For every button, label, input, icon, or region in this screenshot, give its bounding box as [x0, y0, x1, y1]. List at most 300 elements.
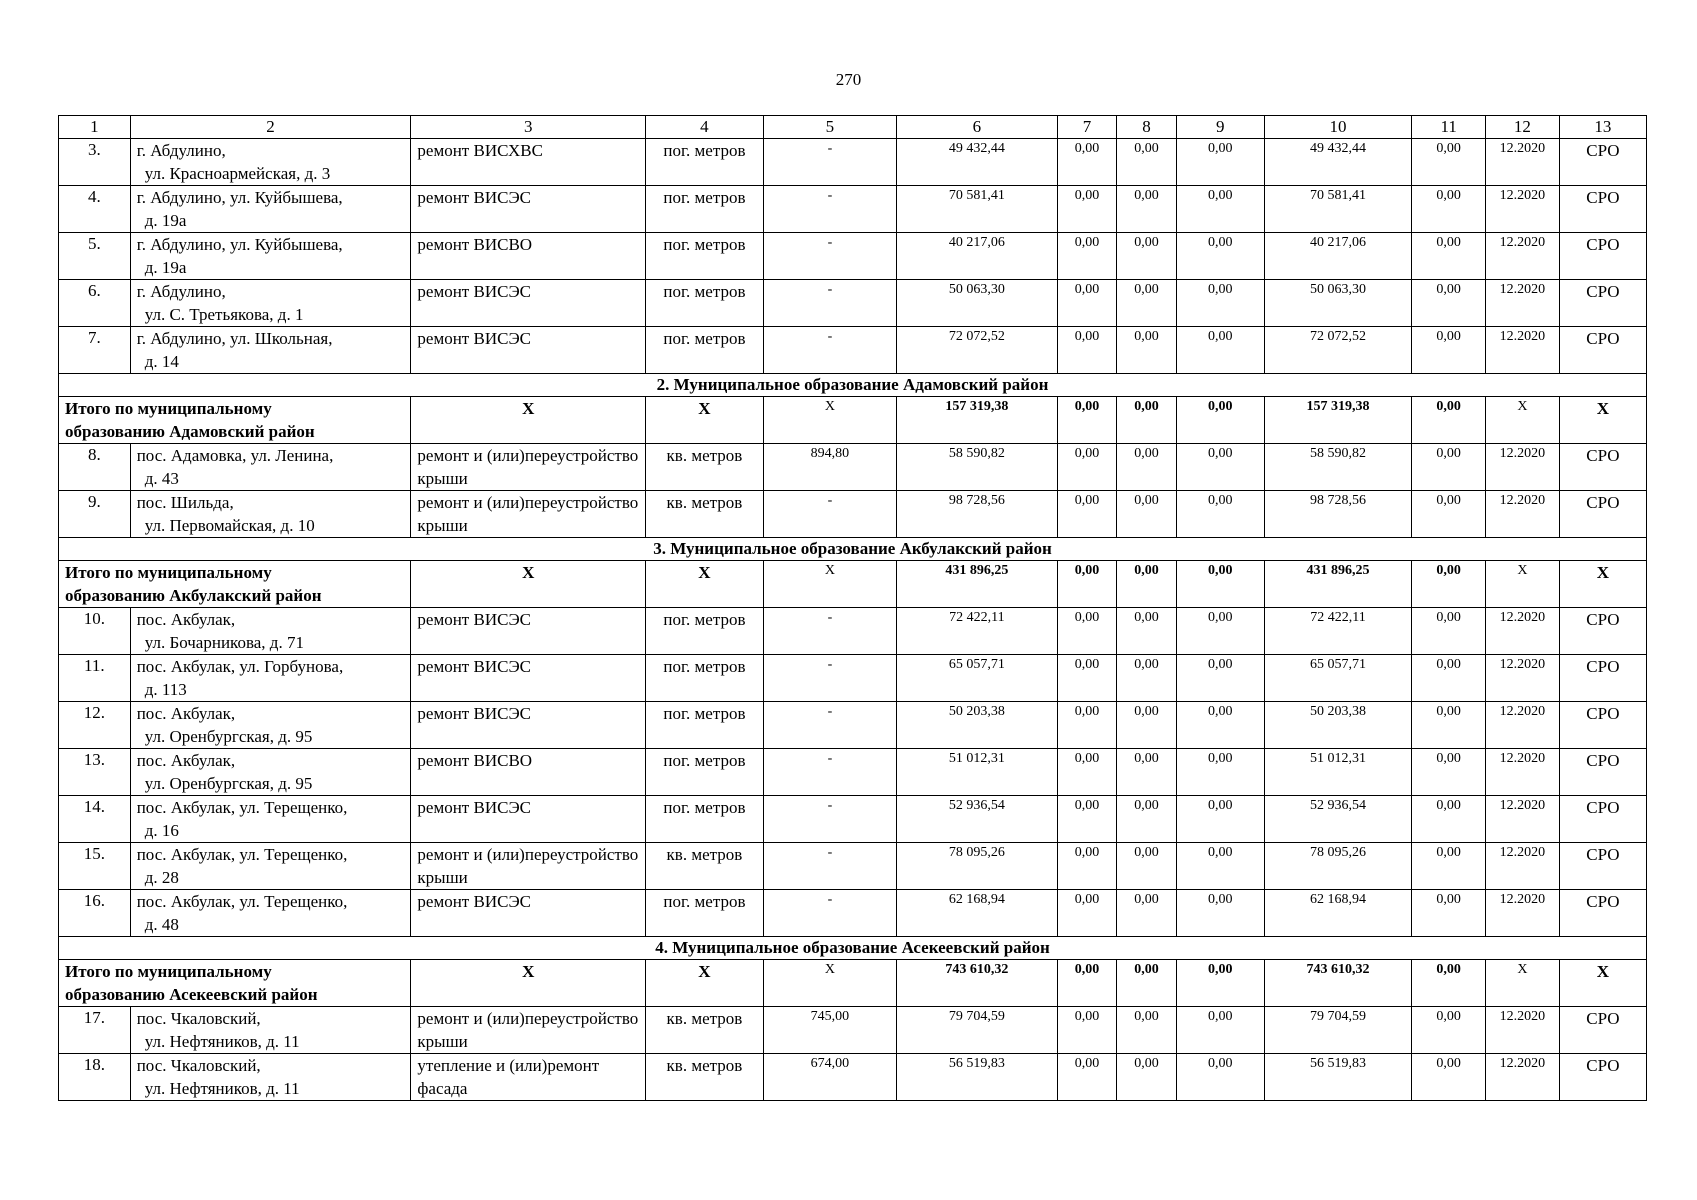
amount-cell: 0,00: [1412, 655, 1486, 702]
deadline-cell: Х: [1486, 960, 1560, 1007]
amount-cell: 157 319,38: [897, 397, 1058, 444]
method-cell: СРО: [1559, 444, 1646, 491]
cell-line: Итого по муниципальному: [65, 962, 272, 981]
cell-line: г. Абдулино,: [136, 282, 226, 301]
cell-line: образованию Асекеевский район: [65, 985, 318, 1004]
cell-line: ремонт фасада: [417, 1056, 600, 1098]
amount-cell: 0,00: [1117, 397, 1176, 444]
section-header-row: [59, 374, 1647, 397]
cell-line: Итого по муниципальному: [65, 563, 272, 582]
address-cell: [130, 1007, 411, 1054]
amount-cell: 0,00: [1412, 1054, 1486, 1101]
amount-cell: 0,00: [1412, 843, 1486, 890]
amount-cell: 0,00: [1412, 960, 1486, 1007]
amount-cell: 56 519,83: [1264, 1054, 1412, 1101]
amount-cell: 49 432,44: [1264, 139, 1412, 186]
row-number: 9.: [59, 491, 131, 538]
amount-cell: 0,00: [1117, 327, 1176, 374]
section-title: 4. Муниципальное образование Асекеевский район: [59, 937, 1647, 960]
amount-cell: 0,00: [1057, 608, 1116, 655]
amount-cell: 0,00: [1057, 444, 1116, 491]
cell-line: г. Абдулино,: [136, 141, 226, 160]
amount-cell: 431 896,25: [1264, 561, 1412, 608]
repair-register-table: [58, 115, 1647, 1101]
unit-cell: кв. метров: [646, 491, 764, 538]
row-number: 11.: [59, 655, 131, 702]
unit-cell: пог. метров: [646, 655, 764, 702]
row-number: 7.: [59, 327, 131, 374]
amount-cell: 78 095,26: [1264, 843, 1412, 890]
unit-cell: кв. метров: [646, 1054, 764, 1101]
cell-line: пос. Адамовка, ул. Ленина,: [136, 446, 334, 465]
amount-cell: 65 057,71: [1264, 655, 1412, 702]
table-row: [59, 444, 1647, 491]
row-number: 12.: [59, 702, 131, 749]
cell-line: г. Абдулино, ул. Куйбышева,: [136, 188, 343, 207]
method-cell: СРО: [1559, 327, 1646, 374]
table-row: [59, 655, 1647, 702]
cell-line: ремонт ВИСЭС: [417, 657, 532, 676]
amount-cell: 0,00: [1176, 280, 1264, 327]
column-number: 10: [1264, 116, 1412, 139]
deadline-cell: 12.2020: [1486, 233, 1560, 280]
amount-cell: 72 072,52: [1264, 327, 1412, 374]
address-cell: [130, 444, 411, 491]
amount-cell: 51 012,31: [897, 749, 1058, 796]
amount-cell: 50 063,30: [897, 280, 1058, 327]
amount-cell: 0,00: [1412, 491, 1486, 538]
cell-line: ремонт ВИСЭС: [417, 329, 532, 348]
table-row: [59, 139, 1647, 186]
amount-cell: 0,00: [1412, 796, 1486, 843]
amount-cell: 56 519,83: [897, 1054, 1058, 1101]
cell-line: ремонт ВИСЭС: [417, 282, 532, 301]
amount-cell: 0,00: [1057, 491, 1116, 538]
work-type-cell: [411, 491, 646, 538]
deadline-cell: 12.2020: [1486, 796, 1560, 843]
address-cell: [130, 491, 411, 538]
amount-cell: 52 936,54: [897, 796, 1058, 843]
amount-cell: 0,00: [1412, 444, 1486, 491]
amount-cell: 70 581,41: [1264, 186, 1412, 233]
deadline-cell: 12.2020: [1486, 1054, 1560, 1101]
amount-cell: 0,00: [1057, 327, 1116, 374]
method-cell: СРО: [1559, 1054, 1646, 1101]
work-type-cell: Х: [411, 960, 646, 1007]
cell-line: ремонт ВИСЭС: [417, 798, 532, 817]
deadline-cell: 12.2020: [1486, 280, 1560, 327]
row-number: 6.: [59, 280, 131, 327]
address-cell: [130, 843, 411, 890]
address-cell: [130, 796, 411, 843]
method-cell: Х: [1559, 561, 1646, 608]
row-number: 10.: [59, 608, 131, 655]
cell-line: ремонт и (или): [417, 845, 525, 864]
cell-line: ул. Красноармейская, д. 3: [144, 164, 331, 183]
table-row: [59, 1007, 1647, 1054]
method-cell: СРО: [1559, 1007, 1646, 1054]
amount-cell: 0,00: [1412, 233, 1486, 280]
amount-cell: 0,00: [1176, 702, 1264, 749]
amount-cell: 0,00: [1412, 561, 1486, 608]
cell-line: пос. Акбулак, ул. Терещенко,: [136, 845, 348, 864]
method-cell: СРО: [1559, 702, 1646, 749]
unit-cell: пог. метров: [646, 280, 764, 327]
work-type-cell: [411, 796, 646, 843]
amount-cell: 40 217,06: [1264, 233, 1412, 280]
deadline-cell: 12.2020: [1486, 444, 1560, 491]
amount-cell: 0,00: [1057, 186, 1116, 233]
work-type-cell: Х: [411, 561, 646, 608]
amount-cell: 98 728,56: [1264, 491, 1412, 538]
cell-line: пос. Акбулак,: [136, 704, 236, 723]
method-cell: СРО: [1559, 890, 1646, 937]
cell-line: пос. Акбулак,: [136, 610, 236, 629]
work-type-cell: [411, 233, 646, 280]
address-cell: [130, 608, 411, 655]
quantity-cell: Х: [763, 397, 896, 444]
amount-cell: 0,00: [1117, 491, 1176, 538]
method-cell: Х: [1559, 960, 1646, 1007]
amount-cell: 0,00: [1412, 397, 1486, 444]
unit-cell: пог. метров: [646, 890, 764, 937]
amount-cell: 0,00: [1057, 655, 1116, 702]
amount-cell: 0,00: [1057, 1007, 1116, 1054]
amount-cell: 157 319,38: [1264, 397, 1412, 444]
cell-line: пос. Чкаловский,: [136, 1056, 261, 1075]
address-cell: [130, 1054, 411, 1101]
deadline-cell: Х: [1486, 561, 1560, 608]
cell-line: д. 19а: [144, 258, 187, 277]
quantity-cell: -: [763, 890, 896, 937]
amount-cell: 743 610,32: [897, 960, 1058, 1007]
table-row: [59, 233, 1647, 280]
row-number: 8.: [59, 444, 131, 491]
address-cell: [130, 655, 411, 702]
method-cell: Х: [1559, 397, 1646, 444]
table-row: [59, 280, 1647, 327]
cell-line: утепление и (или): [417, 1056, 548, 1075]
cell-line: переустройство крыши: [417, 446, 639, 488]
cell-line: ул. Оренбургская, д. 95: [144, 727, 313, 746]
work-type-cell: [411, 749, 646, 796]
work-type-cell: [411, 280, 646, 327]
amount-cell: 0,00: [1117, 1054, 1176, 1101]
amount-cell: 0,00: [1057, 843, 1116, 890]
work-type-cell: [411, 890, 646, 937]
amount-cell: 0,00: [1117, 796, 1176, 843]
work-type-cell: [411, 608, 646, 655]
table-row: [59, 796, 1647, 843]
column-number: 5: [763, 116, 896, 139]
cell-line: ул. Бочарникова, д. 71: [144, 633, 304, 652]
amount-cell: 78 095,26: [897, 843, 1058, 890]
amount-cell: 65 057,71: [897, 655, 1058, 702]
amount-cell: 0,00: [1176, 608, 1264, 655]
amount-cell: 0,00: [1117, 139, 1176, 186]
quantity-cell: -: [763, 796, 896, 843]
method-cell: СРО: [1559, 280, 1646, 327]
quantity-cell: -: [763, 233, 896, 280]
amount-cell: 0,00: [1117, 1007, 1176, 1054]
row-number: 17.: [59, 1007, 131, 1054]
amount-cell: 72 072,52: [897, 327, 1058, 374]
cell-line: ремонт ВИСХВС: [417, 141, 543, 160]
amount-cell: 0,00: [1176, 397, 1264, 444]
amount-cell: 0,00: [1057, 796, 1116, 843]
cell-line: д. 113: [144, 680, 187, 699]
amount-cell: 0,00: [1176, 655, 1264, 702]
cell-line: ремонт ВИСЭС: [417, 704, 532, 723]
cell-line: ремонт ВИСЭС: [417, 188, 532, 207]
unit-cell: Х: [646, 397, 764, 444]
quantity-cell: -: [763, 702, 896, 749]
cell-line: ул. Нефтяников, д. 11: [144, 1032, 300, 1051]
amount-cell: 0,00: [1176, 186, 1264, 233]
amount-cell: 743 610,32: [1264, 960, 1412, 1007]
cell-line: ремонт и (или): [417, 493, 525, 512]
unit-cell: пог. метров: [646, 327, 764, 374]
column-number: 6: [897, 116, 1058, 139]
method-cell: СРО: [1559, 843, 1646, 890]
amount-cell: 431 896,25: [897, 561, 1058, 608]
quantity-cell: 674,00: [763, 1054, 896, 1101]
column-number: 1: [59, 116, 131, 139]
work-type-cell: [411, 1007, 646, 1054]
amount-cell: 0,00: [1057, 139, 1116, 186]
amount-cell: 0,00: [1412, 186, 1486, 233]
deadline-cell: 12.2020: [1486, 702, 1560, 749]
method-cell: СРО: [1559, 655, 1646, 702]
amount-cell: 0,00: [1412, 1007, 1486, 1054]
deadline-cell: 12.2020: [1486, 655, 1560, 702]
table-row: [59, 843, 1647, 890]
amount-cell: 0,00: [1057, 749, 1116, 796]
amount-cell: 62 168,94: [1264, 890, 1412, 937]
cell-line: г. Абдулино, ул. Школьная,: [136, 329, 333, 348]
column-number: 9: [1176, 116, 1264, 139]
cell-line: г. Абдулино, ул. Куйбышева,: [136, 235, 343, 254]
method-cell: СРО: [1559, 608, 1646, 655]
column-number: 4: [646, 116, 764, 139]
unit-cell: Х: [646, 561, 764, 608]
cell-line: пос. Акбулак,: [136, 751, 236, 770]
address-cell: [130, 749, 411, 796]
cell-line: ремонт ВИСВО: [417, 235, 533, 254]
amount-cell: 0,00: [1412, 608, 1486, 655]
subtotal-label: [59, 561, 411, 608]
deadline-cell: 12.2020: [1486, 186, 1560, 233]
cell-line: переустройство крыши: [417, 1009, 639, 1051]
amount-cell: 0,00: [1176, 749, 1264, 796]
work-type-cell: [411, 1054, 646, 1101]
cell-line: д. 48: [144, 915, 179, 934]
unit-cell: пог. метров: [646, 233, 764, 280]
deadline-cell: 12.2020: [1486, 327, 1560, 374]
row-number: 14.: [59, 796, 131, 843]
amount-cell: 50 203,38: [897, 702, 1058, 749]
amount-cell: 0,00: [1412, 702, 1486, 749]
unit-cell: кв. метров: [646, 1007, 764, 1054]
subtotal-row: [59, 397, 1647, 444]
quantity-cell: -: [763, 655, 896, 702]
deadline-cell: 12.2020: [1486, 1007, 1560, 1054]
work-type-cell: [411, 444, 646, 491]
amount-cell: 0,00: [1176, 233, 1264, 280]
work-type-cell: [411, 139, 646, 186]
cell-line: образованию Адамовский район: [65, 422, 315, 441]
section-header-row: [59, 937, 1647, 960]
amount-cell: 70 581,41: [897, 186, 1058, 233]
amount-cell: 50 063,30: [1264, 280, 1412, 327]
amount-cell: 0,00: [1412, 890, 1486, 937]
unit-cell: кв. метров: [646, 843, 764, 890]
method-cell: СРО: [1559, 491, 1646, 538]
row-number: 13.: [59, 749, 131, 796]
address-cell: [130, 702, 411, 749]
table-row: [59, 702, 1647, 749]
cell-line: ремонт и (или): [417, 446, 525, 465]
deadline-cell: 12.2020: [1486, 749, 1560, 796]
amount-cell: 51 012,31: [1264, 749, 1412, 796]
amount-cell: 0,00: [1057, 960, 1116, 1007]
table-row: [59, 327, 1647, 374]
unit-cell: пог. метров: [646, 796, 764, 843]
section-title: 2. Муниципальное образование Адамовский район: [59, 374, 1647, 397]
amount-cell: 0,00: [1117, 890, 1176, 937]
amount-cell: 0,00: [1412, 139, 1486, 186]
amount-cell: 0,00: [1117, 608, 1176, 655]
amount-cell: 0,00: [1117, 233, 1176, 280]
cell-line: ул. Нефтяников, д. 11: [144, 1079, 300, 1098]
page-number: 270: [835, 70, 862, 89]
amount-cell: 0,00: [1057, 561, 1116, 608]
amount-cell: 0,00: [1117, 561, 1176, 608]
amount-cell: 0,00: [1176, 491, 1264, 538]
cell-line: ремонт ВИСВО: [417, 751, 533, 770]
address-cell: [130, 139, 411, 186]
cell-line: пос. Акбулак, ул. Горбунова,: [136, 657, 344, 676]
amount-cell: 0,00: [1057, 280, 1116, 327]
amount-cell: 0,00: [1412, 327, 1486, 374]
subtotal-label: [59, 397, 411, 444]
amount-cell: 0,00: [1057, 1054, 1116, 1101]
quantity-cell: -: [763, 608, 896, 655]
amount-cell: 58 590,82: [1264, 444, 1412, 491]
row-number: 5.: [59, 233, 131, 280]
column-number: 8: [1117, 116, 1176, 139]
amount-cell: 0,00: [1117, 960, 1176, 1007]
cell-line: д. 19а: [144, 211, 187, 230]
method-cell: СРО: [1559, 139, 1646, 186]
quantity-cell: 894,80: [763, 444, 896, 491]
cell-line: д. 28: [144, 868, 179, 887]
table-body: [59, 116, 1647, 1101]
method-cell: СРО: [1559, 186, 1646, 233]
cell-line: пос. Акбулак, ул. Терещенко,: [136, 798, 348, 817]
method-cell: СРО: [1559, 796, 1646, 843]
work-type-cell: Х: [411, 397, 646, 444]
quantity-cell: 745,00: [763, 1007, 896, 1054]
row-number: 15.: [59, 843, 131, 890]
amount-cell: 79 704,59: [1264, 1007, 1412, 1054]
amount-cell: 0,00: [1176, 327, 1264, 374]
amount-cell: 62 168,94: [897, 890, 1058, 937]
table-row: [59, 491, 1647, 538]
cell-line: ул. С. Третьякова, д. 1: [144, 305, 304, 324]
subtotal-row: [59, 960, 1647, 1007]
cell-line: ремонт и (или): [417, 1009, 525, 1028]
amount-cell: 0,00: [1412, 749, 1486, 796]
column-number: 12: [1486, 116, 1560, 139]
cell-line: Итого по муниципальному: [65, 399, 272, 418]
amount-cell: 72 422,11: [1264, 608, 1412, 655]
amount-cell: 0,00: [1176, 796, 1264, 843]
section-title: 3. Муниципальное образование Акбулакский район: [59, 538, 1647, 561]
column-number: 7: [1057, 116, 1116, 139]
address-cell: [130, 890, 411, 937]
unit-cell: пог. метров: [646, 749, 764, 796]
cell-line: образованию Акбулакский район: [65, 586, 322, 605]
deadline-cell: 12.2020: [1486, 491, 1560, 538]
amount-cell: 50 203,38: [1264, 702, 1412, 749]
quantity-cell: -: [763, 327, 896, 374]
amount-cell: 0,00: [1057, 397, 1116, 444]
amount-cell: 0,00: [1176, 1007, 1264, 1054]
amount-cell: 0,00: [1176, 960, 1264, 1007]
quantity-cell: -: [763, 186, 896, 233]
row-number: 16.: [59, 890, 131, 937]
amount-cell: 0,00: [1176, 139, 1264, 186]
cell-line: переустройство крыши: [417, 493, 639, 535]
amount-cell: 0,00: [1412, 280, 1486, 327]
amount-cell: 0,00: [1117, 444, 1176, 491]
deadline-cell: 12.2020: [1486, 843, 1560, 890]
column-number: 2: [130, 116, 411, 139]
address-cell: [130, 327, 411, 374]
cell-line: пос. Чкаловский,: [136, 1009, 261, 1028]
amount-cell: 0,00: [1057, 890, 1116, 937]
column-number-row: [59, 116, 1647, 139]
quantity-cell: -: [763, 491, 896, 538]
cell-line: ремонт ВИСЭС: [417, 610, 532, 629]
amount-cell: 0,00: [1176, 561, 1264, 608]
unit-cell: пог. метров: [646, 608, 764, 655]
subtotal-label: [59, 960, 411, 1007]
quantity-cell: -: [763, 843, 896, 890]
table-row: [59, 186, 1647, 233]
row-number: 4.: [59, 186, 131, 233]
table-row: [59, 749, 1647, 796]
address-cell: [130, 186, 411, 233]
row-number: 3.: [59, 139, 131, 186]
table-row: [59, 608, 1647, 655]
work-type-cell: [411, 843, 646, 890]
row-number: 18.: [59, 1054, 131, 1101]
quantity-cell: -: [763, 139, 896, 186]
quantity-cell: Х: [763, 561, 896, 608]
amount-cell: 0,00: [1176, 444, 1264, 491]
unit-cell: пог. метров: [646, 139, 764, 186]
amount-cell: 0,00: [1176, 1054, 1264, 1101]
unit-cell: пог. метров: [646, 702, 764, 749]
deadline-cell: 12.2020: [1486, 890, 1560, 937]
amount-cell: 49 432,44: [897, 139, 1058, 186]
section-header-row: [59, 538, 1647, 561]
amount-cell: 0,00: [1117, 702, 1176, 749]
column-number: 11: [1412, 116, 1486, 139]
cell-line: ремонт ВИСЭС: [417, 892, 532, 911]
